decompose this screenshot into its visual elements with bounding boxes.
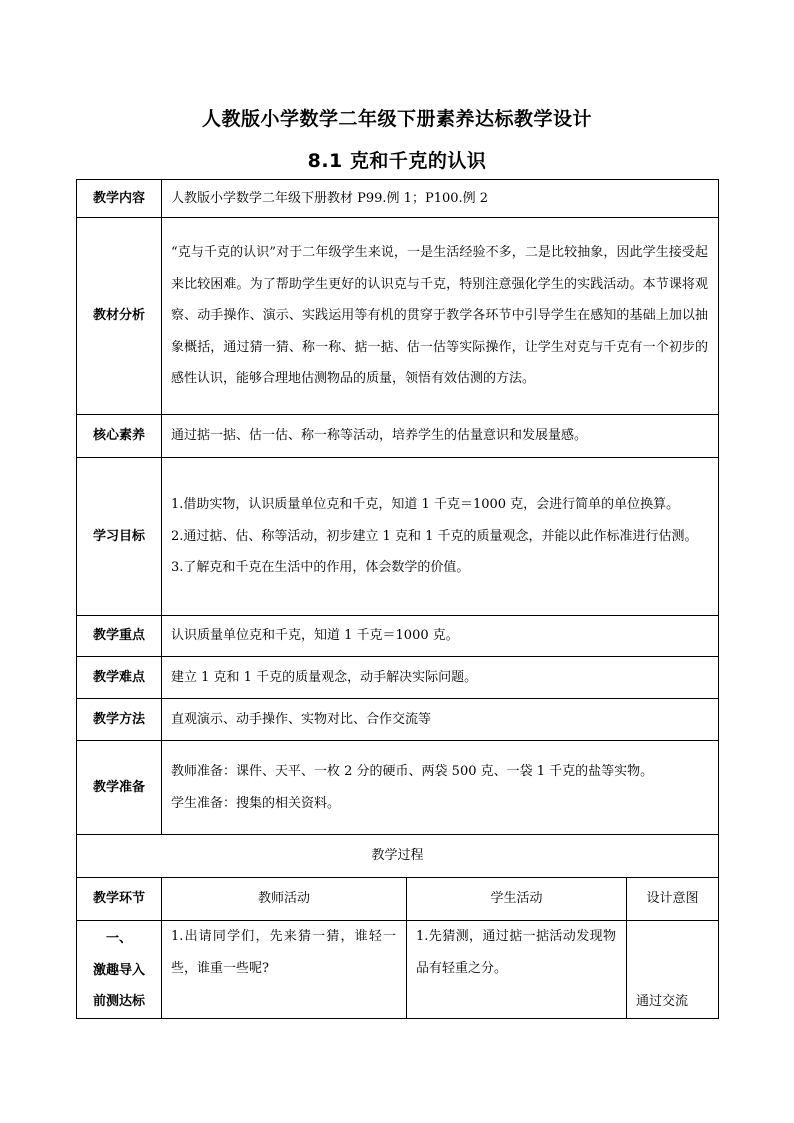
goals-list (162, 458, 719, 616)
text-method: 直观演示、动手操作、实物对比、合作交流等 (162, 699, 719, 741)
row-process-headers (77, 878, 719, 921)
label-key: 教学重点 (77, 616, 162, 657)
goal-item: 1.借助实物，认识质量单位克和千克，知道 1 千克＝1000 克，会进行简单的单位换算。 (171, 497, 680, 513)
stage1-label (77, 921, 162, 1019)
label-difficulty: 教学难点 (77, 657, 162, 699)
row-analysis (77, 218, 719, 415)
text-analysis: “克与千克的认识”对于二年级学生来说，一是生活经验不多，二是比较抽象，因此学生接受起来比较困难。为了帮助学生更好的认识克与千克，特别注意强化学生的实践活动。本节课将观察、动手操作、演示、实践运用等有机的贯穿于教学各环节中引导学生在感知的基础上加以抽象概括，通过猜一猜、称一称、掂一掂、估一估等实际操作，让学生对克与千克有一个初步的感性认识，能够合理地估测物品的质量，领悟有效估测的方法。 (162, 218, 719, 415)
process-title: 教学过程 (77, 835, 719, 878)
row-literacy (77, 415, 719, 458)
header-stage: 教学环节 (77, 878, 162, 921)
goal-item: 3.了解克和千克在生活中的作用，体会数学的价值。 (171, 560, 470, 576)
label-preparation: 教学准备 (77, 741, 162, 835)
text-literacy: 通过掂一掂、估一估、称一称等活动，培养学生的估量意识和发展量感。 (162, 415, 719, 458)
row-process-title (77, 835, 719, 878)
teacher-preparation: 教师准备：课件、天平、一枚 2 分的硬币、两袋 500 克、一袋 1 千克的盐等实物。 (171, 764, 654, 779)
stage1-design-intent: 通过交流 (627, 921, 719, 1019)
stage1-student-activity: 1.先猜测，通过掂一掂活动发现物品有轻重之分。 (407, 921, 627, 1019)
header-intent: 设计意图 (627, 878, 719, 921)
label-analysis: 教材分析 (77, 218, 162, 415)
row-goals (77, 458, 719, 616)
row-difficulty (77, 657, 719, 699)
page-title: 人教版小学数学二年级下册素养达标教学设计 (201, 108, 592, 130)
row-preparation (77, 741, 719, 835)
text-content: 人教版小学数学二年级下册教材 P99.例 1；P100.例 2 (162, 180, 719, 218)
stage1-number: 一、 (105, 931, 132, 946)
row-key (77, 616, 719, 657)
text-preparation (162, 741, 719, 835)
page-subtitle: 8.1 克和千克的认识 (307, 150, 487, 172)
header-teacher: 教师活动 (162, 878, 407, 921)
lesson-plan-table (76, 179, 719, 1019)
row-stage1 (77, 921, 719, 1019)
row-content (77, 180, 719, 218)
goal-item: 2.通过掂、估、称等活动，初步建立 1 克和 1 千克的质量观念，并能以此作标准进行估测。 (171, 528, 698, 544)
stage1-name-line2: 前测达标 (92, 994, 145, 1009)
stage1-name-line1: 激趣导入 (92, 962, 145, 978)
label-content: 教学内容 (77, 180, 162, 218)
row-method (77, 699, 719, 741)
header-student: 学生活动 (407, 878, 627, 921)
label-literacy: 核心素养 (77, 415, 162, 458)
label-method: 教学方法 (77, 699, 162, 741)
label-goals: 学习目标 (77, 458, 162, 616)
student-preparation: 学生准备：搜集的相关资料。 (171, 795, 341, 811)
text-key: 认识质量单位克和千克，知道 1 千克＝1000 克。 (162, 616, 719, 657)
stage1-teacher-activity: 1.出请同学们，先来猜一猜，谁轻一些，谁重一些呢? (162, 921, 407, 1019)
text-difficulty: 建立 1 克和 1 千克的质量观念，动手解决实际问题。 (162, 657, 719, 699)
